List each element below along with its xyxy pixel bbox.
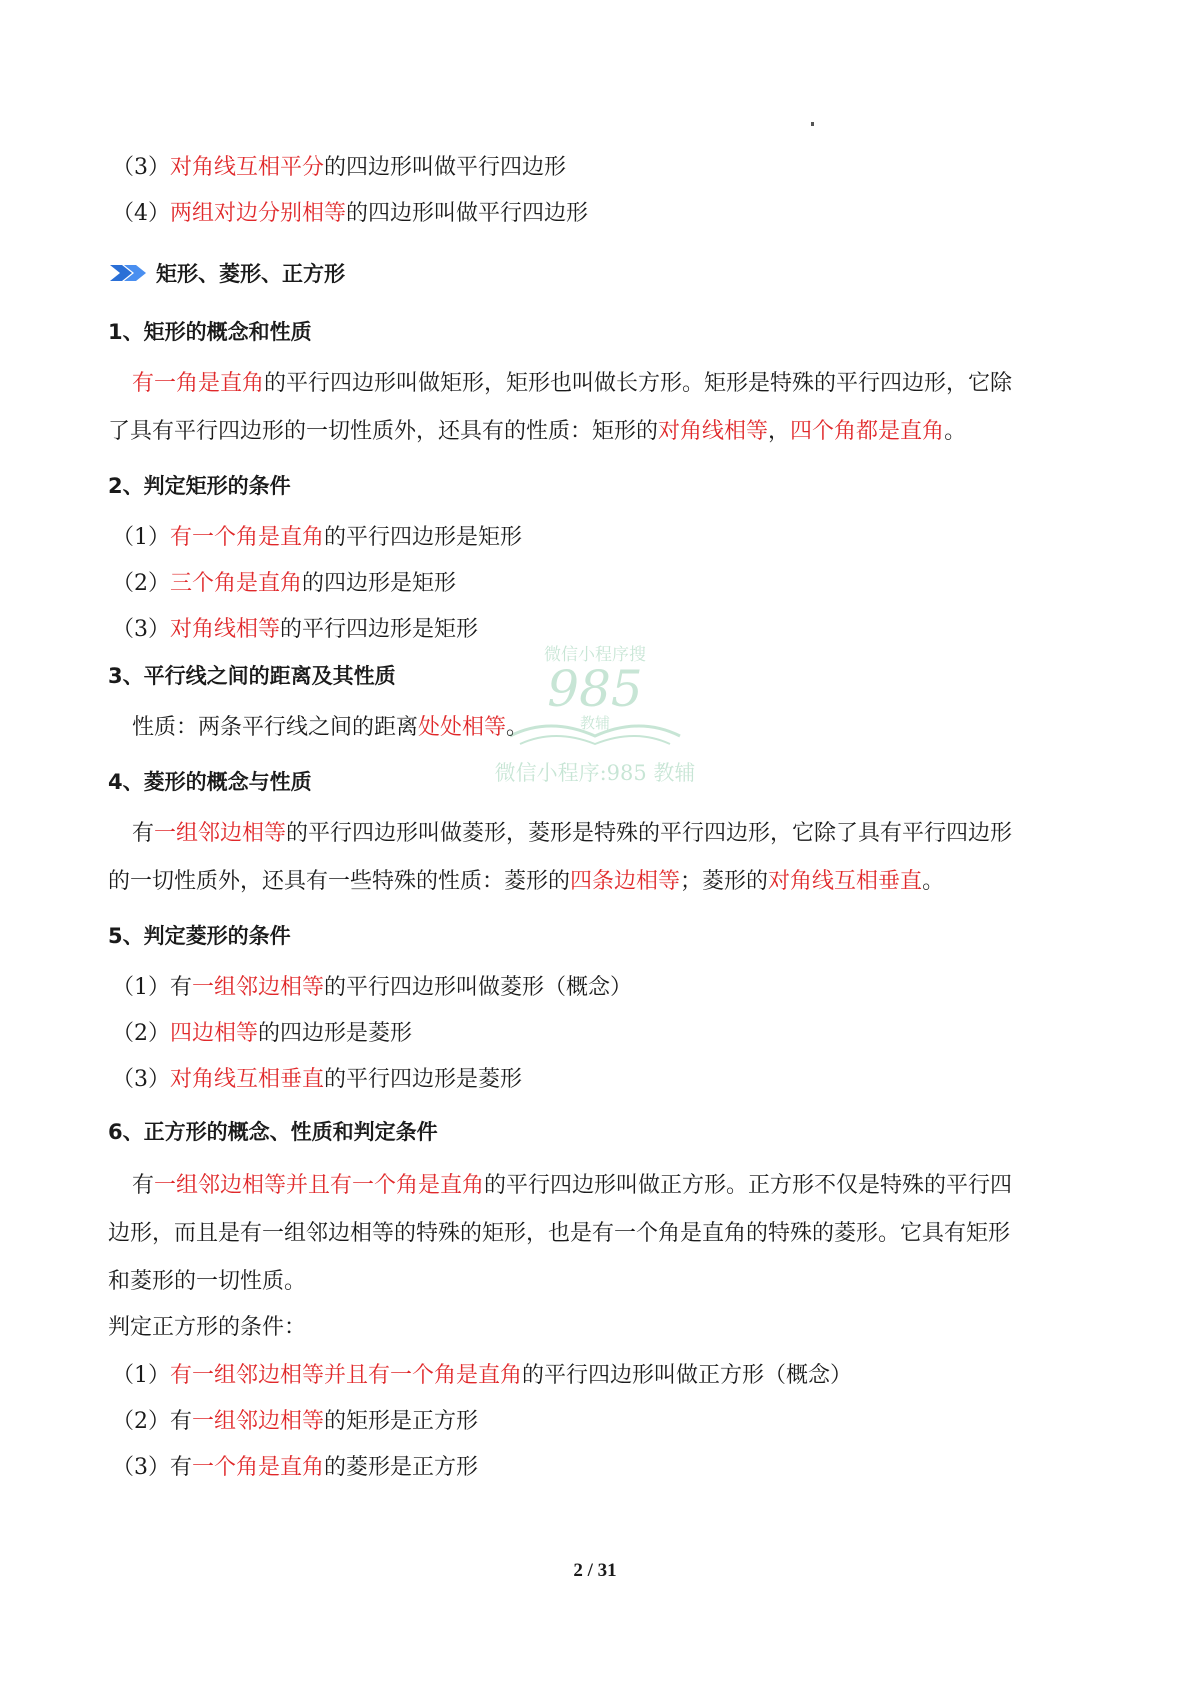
paragraph-text: 的平行四边形叫做菱形，菱形是特殊的平行四边形，它除了具有平行四边形	[286, 821, 1013, 846]
paragraph-text: 了具有平行四边形的一切性质外，还具有的性质：矩形的	[108, 419, 659, 444]
paragraph-text: 。	[506, 715, 529, 740]
paragraph-text: ；菱形的	[680, 869, 769, 894]
watermark	[490, 636, 720, 786]
paragraph-text: 的平行四边形叫做矩形，矩形也叫做长方形。矩形是特殊的平行四边形，它除	[264, 371, 1013, 396]
paragraph-line	[132, 370, 1012, 398]
watermark-logo	[490, 636, 720, 786]
highlight-text: 四条边相等	[570, 869, 681, 894]
highlight-text: 处处相等	[418, 715, 507, 740]
item-number: （3）	[112, 617, 170, 642]
paragraph-text: ，	[768, 419, 791, 444]
list-item	[112, 1362, 852, 1390]
list-item	[112, 524, 522, 552]
stray-mark	[811, 122, 814, 126]
heading-parallel-distance: 3、平行线之间的距离及其性质	[108, 664, 396, 688]
list-item	[112, 1454, 478, 1482]
item-text: 的四边形是矩形	[302, 571, 457, 596]
list-item	[112, 154, 566, 182]
item-text: 有	[170, 975, 193, 1000]
item-text: 的平行四边形是菱形	[324, 1067, 523, 1092]
list-item	[112, 570, 456, 598]
list-item	[112, 1408, 478, 1436]
item-text: 的平行四边形叫做菱形（概念）	[324, 975, 633, 1000]
item-number: （3）	[112, 155, 170, 180]
item-number: （1）	[112, 975, 170, 1000]
item-number: （2）	[112, 571, 170, 596]
paragraph-text: 性质：两条平行线之间的距离	[132, 715, 419, 740]
highlight-text: 一组邻边相等并且有一个角是直角	[154, 1173, 485, 1198]
paragraph-text: 有	[132, 821, 155, 846]
heading-rectangle-conditions: 2、判定矩形的条件	[108, 474, 291, 498]
highlight-text: 有一组邻边相等并且有一个角是直角	[170, 1363, 523, 1388]
paragraph-line	[132, 820, 1012, 848]
item-number: （3）	[112, 1455, 170, 1480]
paragraph-line	[132, 1172, 1012, 1200]
item-number: （1）	[112, 1363, 170, 1388]
paragraph-line	[108, 868, 944, 896]
item-text: 的四边形叫做平行四边形	[346, 201, 589, 226]
paragraph-line: 判定正方形的条件：	[108, 1315, 307, 1340]
highlight-text: 有一角是直角	[132, 371, 265, 396]
heading-rhombus-conditions: 5、判定菱形的条件	[108, 924, 291, 948]
item-text: 的四边形是菱形	[258, 1021, 413, 1046]
paragraph-text: 。	[944, 419, 967, 444]
item-number: （4）	[112, 201, 170, 226]
list-item	[112, 200, 588, 228]
highlight-text: 对角线互相垂直	[170, 1067, 325, 1092]
highlight-text: 对角线互相平分	[170, 155, 325, 180]
double-chevron-icon	[110, 262, 150, 284]
watermark-text-3: 教辅	[579, 714, 611, 732]
page-number: 2 / 31	[573, 1560, 617, 1581]
highlight-text: 四个角都是直角	[790, 419, 945, 444]
highlight-text: 两组对边分别相等	[170, 201, 347, 226]
list-item	[112, 1020, 412, 1048]
list-item	[112, 1066, 522, 1094]
item-text: 有	[170, 1455, 193, 1480]
item-number: （3）	[112, 1067, 170, 1092]
list-item	[112, 616, 478, 644]
highlight-text: 对角线相等	[170, 617, 281, 642]
paragraph-text: 的一切性质外，还具有一些特殊的性质：菱形的	[108, 869, 571, 894]
highlight-text: 对角线互相垂直	[768, 869, 923, 894]
highlight-text: 三个角是直角	[170, 571, 303, 596]
heading-square: 6、正方形的概念、性质和判定条件	[108, 1120, 438, 1144]
section-title-text: 矩形、菱形、正方形	[156, 262, 345, 286]
paragraph-text: 。	[922, 869, 945, 894]
highlight-text: 一组邻边相等	[192, 1409, 325, 1434]
watermark-text-4: 微信小程序:985 教辅	[494, 761, 696, 785]
paragraph-line	[132, 714, 528, 742]
item-text: 的矩形是正方形	[324, 1409, 479, 1434]
heading-rectangle-properties: 1、矩形的概念和性质	[108, 320, 312, 344]
highlight-text: 一个角是直角	[192, 1455, 325, 1480]
paragraph-text: 有	[132, 1173, 155, 1198]
paragraph-line: 和菱形的一切性质。	[108, 1269, 307, 1294]
item-text: 的平行四边形是矩形	[280, 617, 479, 642]
watermark-text-1: 微信小程序搜	[544, 645, 646, 665]
highlight-text: 四边相等	[170, 1021, 259, 1046]
paragraph-line: 边形，而且是有一组邻边相等的特殊的矩形，也是有一个角是直角的特殊的菱形。它具有矩形	[108, 1221, 1011, 1246]
heading-rhombus-properties: 4、菱形的概念与性质	[108, 770, 312, 794]
item-number: （2）	[112, 1409, 170, 1434]
highlight-text: 一组邻边相等	[154, 821, 287, 846]
watermark-text-2: 985	[547, 660, 643, 718]
paragraph-line	[108, 418, 966, 446]
item-text: 的平行四边形是矩形	[324, 525, 523, 550]
highlight-text: 一组邻边相等	[192, 975, 325, 1000]
item-text: 的平行四边形叫做正方形（概念）	[522, 1363, 853, 1388]
list-item	[112, 974, 632, 1002]
highlight-text: 有一个角是直角	[170, 525, 325, 550]
paragraph-text: 的平行四边形叫做正方形。正方形不仅是特殊的平行四	[484, 1173, 1013, 1198]
section-title	[110, 258, 345, 288]
highlight-text: 对角线相等	[658, 419, 769, 444]
item-text: 有	[170, 1409, 193, 1434]
item-number: （1）	[112, 525, 170, 550]
item-number: （2）	[112, 1021, 170, 1046]
item-text: 的菱形是正方形	[324, 1455, 479, 1480]
item-text: 的四边形叫做平行四边形	[324, 155, 567, 180]
